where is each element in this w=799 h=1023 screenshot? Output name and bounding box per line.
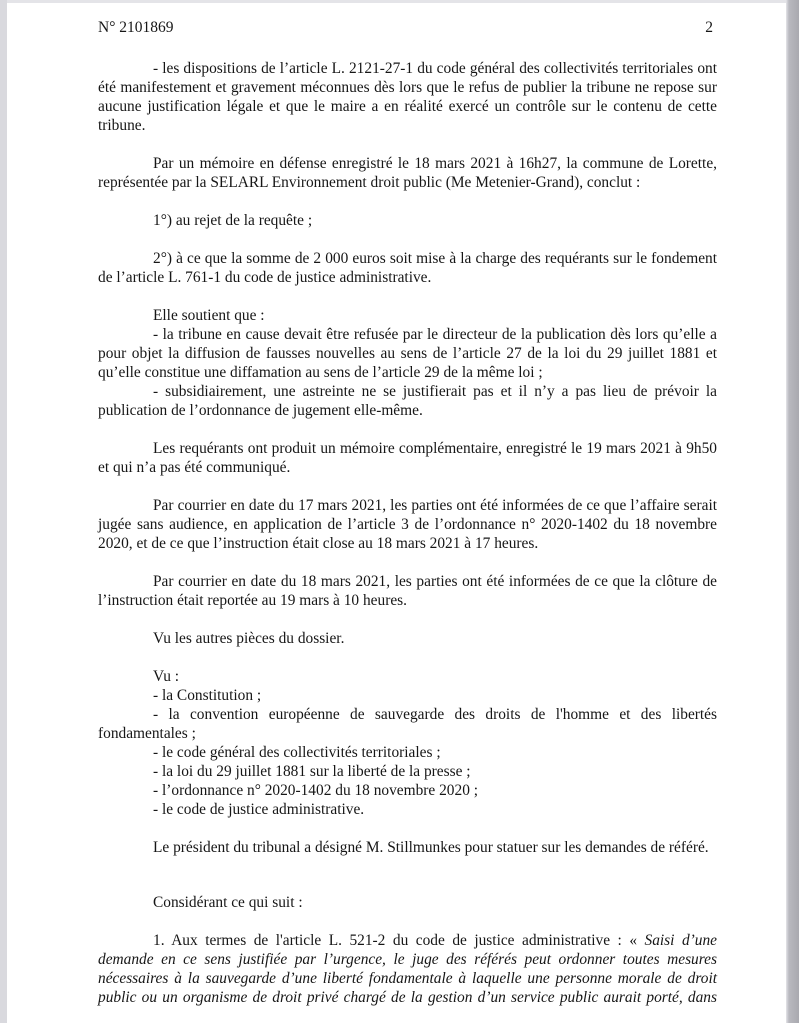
visa-item-cedh: - la convention européenne de sauvegarde des droits de l'homme et des libertés fondamentales ; bbox=[98, 706, 717, 742]
point-1-lead: 1. Aux termes de l'article L. 521-2 du code de justice administrative : « bbox=[153, 932, 645, 949]
document-body bbox=[98, 59, 717, 1007]
visa-item-ordonnance-2020: - l’ordonnance n° 2020-1402 du 18 novembre 2020 ; bbox=[153, 782, 479, 799]
courrier-18-mars-paragraph: Par courrier en date du 18 mars 2021, les parties ont été informées de ce que la clôture de l’instruction était reportée au 19 mars à 10 heures. bbox=[98, 573, 717, 609]
considerant-heading: Considérant ce qui suit : bbox=[153, 894, 303, 911]
visa-item-loi-1881: - la loi du 29 juillet 1881 sur la liberté de la presse ; bbox=[153, 763, 471, 780]
point-1-paragraph bbox=[98, 931, 717, 1007]
case-number: N° 2101869 bbox=[98, 19, 174, 36]
page-header bbox=[98, 18, 717, 37]
page-number: 2 bbox=[705, 19, 713, 36]
soutient-intro-paragraph: Elle soutient que : bbox=[153, 307, 265, 324]
moyen-item-subsidiaire: - subsidiairement, une astreinte ne se justifierait pas et il n’y a pas lieu de prévoir la publication de l’ordonnance de jugement elle-même. bbox=[98, 383, 717, 419]
moyen-item-tribune: - la tribune en cause devait être refusée par le directeur de la publication dès lors qu’elle a pour objet la diffusion de fausses nouvelles au sens de l’article 27 de la loi du 29 juillet 1881 et qu’elle constitue une diffamation au sens de l’article 29 de la même loi ; bbox=[98, 326, 717, 381]
page-content bbox=[98, 18, 717, 1007]
moyen-dispositions-paragraph: - les dispositions de l’article L. 2121-27-1 du code général des collectivités territoriales ont été manifestement et gravement méconnues dès lors que le refus de publier la tribune ne repose sur aucune justification légale et que le maire a en réalité exercé un contrôle sur le contenu de cette tribune. bbox=[98, 60, 717, 134]
visa-item-cja: - le code de justice administrative. bbox=[153, 801, 365, 818]
memoire-defense-paragraph: Par un mémoire en défense enregistré le 18 mars 2021 à 16h27, la commune de Lorette, représentée par la SELARL Environnement droit public (Me Metenier-Grand), conclut : bbox=[98, 155, 717, 191]
visa-item-cgct: - le code général des collectivités territoriales ; bbox=[153, 744, 441, 761]
vu-intro: Vu : bbox=[153, 668, 180, 685]
point-1-quote-italic: Saisi d’une demande en ce sens justifiée par l’urgence, le juge des référés peut ordonner toutes mesures nécessaires à la sauvegarde d’une liberté fondamentale à laquelle une personne morale de droit public ou un organisme de droit privé chargé de la gestion d’un service public aurait porté, dans bbox=[98, 932, 717, 1006]
page-left-edge bbox=[0, 0, 7, 1023]
scrollbar-track[interactable] bbox=[786, 0, 799, 1023]
courrier-17-mars-paragraph: Par courrier en date du 17 mars 2021, les parties ont été informées de ce que l’affaire serait jugée sans audience, en application de l’article 3 de l’ordonnance n° 2020-1402 du 18 novembre 2020, et de ce que l’instruction était close au 18 mars 2021 à 17 heures. bbox=[98, 497, 717, 552]
memoire-complementaire-paragraph: Les requérants ont produit un mémoire complémentaire, enregistré le 19 mars 2021 à 9h50 et qui n’a pas été communiqué. bbox=[98, 440, 717, 476]
conclusion-2-paragraph: 2°) à ce que la somme de 2 000 euros soit mise à la charge des requérants sur le fondement de l’article L. 761-1 du code de justice administrative. bbox=[98, 250, 717, 286]
president-designation-paragraph: Le président du tribunal a désigné M. Stillmunkes pour statuer sur les demandes de référé. bbox=[153, 839, 709, 856]
vu-pieces-paragraph: Vu les autres pièces du dossier. bbox=[153, 630, 345, 647]
conclusion-1-paragraph: 1°) au rejet de la requête ; bbox=[153, 212, 313, 229]
visa-item-constitution: - la Constitution ; bbox=[153, 687, 262, 704]
page-top-edge bbox=[0, 0, 799, 3]
